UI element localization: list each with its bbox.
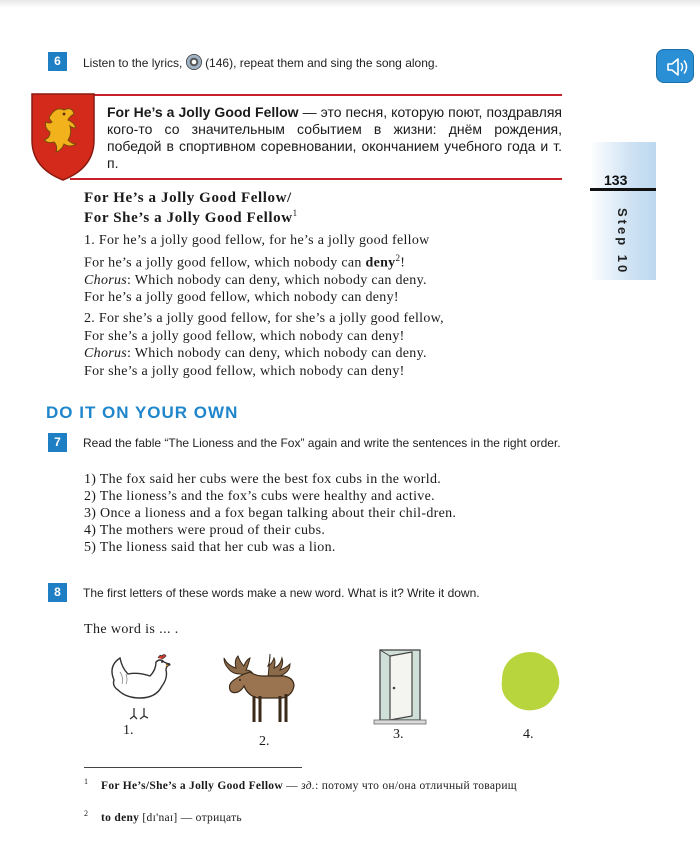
green-spot-icon bbox=[494, 646, 566, 718]
caption-1: 1. bbox=[123, 723, 134, 738]
task-6-number: 6 bbox=[48, 52, 67, 71]
top-band bbox=[0, 0, 700, 8]
audio-play-button[interactable] bbox=[656, 49, 694, 83]
task-6-instruction bbox=[83, 54, 438, 71]
footnote-mark-1: 1 bbox=[292, 208, 298, 218]
caption-4: 4. bbox=[523, 727, 534, 742]
verse-1-line-2 bbox=[84, 250, 564, 272]
sentence-5: 5) The lioness said that her cub was a lion. bbox=[84, 540, 336, 555]
step-label: Step 10 bbox=[615, 208, 630, 276]
speaker-icon bbox=[657, 50, 695, 84]
footnote-1 bbox=[84, 774, 564, 794]
footnote-2-mark: 2 bbox=[84, 809, 89, 818]
page-tab bbox=[590, 142, 656, 280]
footnote-2-term: to deny bbox=[101, 811, 140, 824]
sentence-1: 1) The fox said her cubs were the best fox cubs in the world. bbox=[84, 472, 442, 487]
song-title-1: For He’s a Jolly Good Fellow/ bbox=[84, 190, 292, 206]
verse-2-line-4: For she’s a jolly good fellow, which nobody can deny! bbox=[84, 363, 405, 379]
footnote-1-abbr: зд. bbox=[301, 779, 316, 792]
footnote-1-text: : потому что он/она отличный товарищ bbox=[315, 779, 517, 792]
footnote-1-mark: 1 bbox=[84, 777, 89, 786]
verse-2-chorus-text: : Which nobody can deny, which nobody can deny. bbox=[127, 346, 427, 361]
verse-1-line-2-text: For he’s a jolly good fellow, which nobody can bbox=[84, 255, 366, 271]
chorus-label: Chorus bbox=[84, 272, 128, 288]
sentence-4: 4) The mothers were proud of their cubs. bbox=[84, 523, 326, 538]
footnote-2-text: [dɪ'naɪ] — отрицать bbox=[139, 811, 242, 824]
audio-disc-icon bbox=[186, 54, 202, 70]
footnote-2 bbox=[84, 806, 564, 826]
verse-1-line-4: For he’s a jolly good fellow, which nobody can deny! bbox=[84, 290, 399, 306]
task-8-instruction: The first letters of these words make a new word. What is it? Write it down. bbox=[83, 586, 480, 600]
song-title-2 bbox=[84, 208, 298, 227]
hen-icon bbox=[104, 650, 176, 722]
task-7-sentences bbox=[84, 471, 564, 556]
verse-1-line-2-end: ! bbox=[400, 255, 406, 271]
verse-1-line-1: 1. For he’s a jolly good fellow, for he’s a jolly good fellow bbox=[84, 233, 430, 248]
song-title-2-text: For She’s a Jolly Good Fellow bbox=[84, 210, 293, 226]
footnote-mark-2: 2 bbox=[395, 252, 401, 263]
footnote-1-term: For He’s/She’s a Jolly Good Fellow bbox=[101, 779, 283, 792]
info-description: — это песня, которую поют, поздравляя кого-то со значительным событием в жизни: днём рождения, победой в спортивном соревновании, окончанием учебного года и т. п. bbox=[107, 104, 562, 171]
task-6-text-after: (146), repeat them and sing the song along. bbox=[205, 56, 438, 70]
caption-3: 3. bbox=[393, 727, 404, 742]
verse-2-line-1: 2. For she’s a jolly good fellow, for she’s a jolly good fellow, bbox=[84, 311, 444, 326]
verse-1-chorus-text: : Which nobody can deny, which nobody can deny. bbox=[127, 272, 427, 288]
verse-2-chorus bbox=[84, 345, 564, 363]
sentence-2: 2) The lioness’s and the fox’s cubs were healthy and active. bbox=[84, 489, 435, 504]
verse-1 bbox=[84, 232, 564, 307]
task-8-number: 8 bbox=[48, 583, 67, 602]
footnote-1-dash: — bbox=[282, 779, 302, 792]
footnote-rule bbox=[84, 767, 302, 768]
door-icon bbox=[372, 646, 428, 726]
task-7-instruction: Read the fable “The Lioness and the Fox” again and write the sentences in the right order. bbox=[83, 436, 561, 450]
sentence-3: 3) Once a lioness and a fox began talking about their chil-dren. bbox=[84, 506, 457, 521]
page-number: 133 bbox=[604, 172, 628, 188]
lion-shield-icon bbox=[30, 92, 96, 182]
verse-2 bbox=[84, 310, 564, 380]
verse-2-line-2: For she’s a jolly good fellow, which nobody can deny! bbox=[84, 328, 405, 344]
caption-2: 2. bbox=[259, 734, 270, 749]
deny-word: deny bbox=[365, 255, 396, 271]
task-6-text-before: Listen to the lyrics, bbox=[83, 56, 183, 70]
info-top-rule bbox=[70, 94, 562, 96]
info-bottom-rule bbox=[70, 178, 562, 180]
info-title: For He’s a Jolly Good Fellow bbox=[107, 104, 299, 120]
moose-icon bbox=[218, 646, 304, 732]
task-7-number: 7 bbox=[48, 433, 67, 452]
chorus-label: Chorus bbox=[84, 346, 128, 361]
info-box-text bbox=[107, 104, 562, 172]
verse-1-chorus bbox=[84, 272, 564, 290]
page-tab-bar bbox=[590, 188, 656, 191]
word-prompt: The word is ... . bbox=[84, 622, 179, 637]
section-heading: DO IT ON YOUR OWN bbox=[46, 403, 239, 422]
